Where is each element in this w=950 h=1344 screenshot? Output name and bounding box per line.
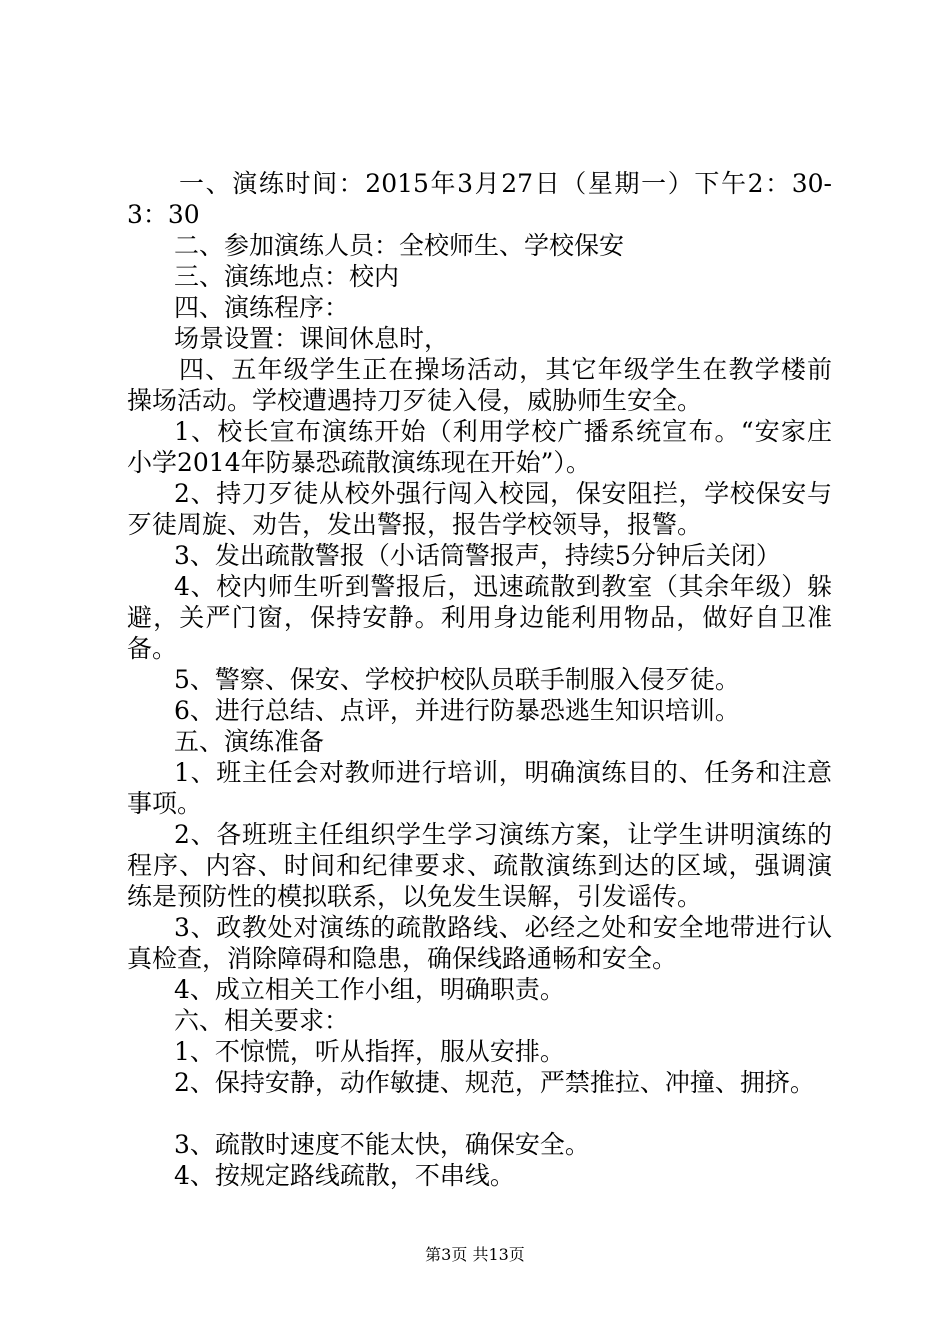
paragraph-line: 事项。 bbox=[127, 789, 203, 818]
paragraph-line: 操场活动。学校遭遇持刀歹徒入侵，威胁师生安全。 bbox=[127, 386, 703, 415]
paragraph-line: 4、成立相关工作小组，明确职责。 bbox=[174, 975, 565, 1004]
section-heading: 五、演练准备 bbox=[174, 727, 325, 756]
section-heading: 六、相关要求： bbox=[174, 1006, 350, 1035]
paragraph-line: 一、演练时间：2015年3月27日（星期一）下午2：30- bbox=[179, 169, 832, 198]
paragraph-line: 1、不惊慌，听从指挥，服从安排。 bbox=[174, 1037, 565, 1066]
page-number-footer: 第3页 共13页 bbox=[425, 1245, 525, 1264]
paragraph-line: 2、各班班主任组织学生学习演练方案，让学生讲明演练的 bbox=[174, 820, 832, 849]
paragraph-line: 练是预防性的模拟联系，以免发生误解，引发谣传。 bbox=[127, 882, 703, 911]
paragraph-line: 2、保持安静，动作敏捷、规范，严禁推拉、冲撞、拥挤。 bbox=[174, 1068, 815, 1097]
paragraph-line: 避，关严门窗，保持安静。利用身边能利用物品，做好自卫准 bbox=[127, 603, 832, 632]
paragraph-line: 二、参加演练人员：全校师生、学校保安 bbox=[174, 231, 625, 260]
paragraph-line: 备。 bbox=[127, 634, 178, 663]
paragraph-line: 2、持刀歹徒从校外强行闯入校园，保安阻拦，学校保安与 bbox=[174, 479, 832, 508]
paragraph-line: 1、班主任会对教师进行培训，明确演练目的、任务和注意 bbox=[174, 758, 832, 787]
paragraph-line: 3、发出疏散警报（小话筒警报声，持续5分钟后关闭） bbox=[174, 541, 781, 570]
paragraph-line: 场景设置：课间休息时， bbox=[174, 324, 450, 353]
paragraph-line: 程序、内容、时间和纪律要求、疏散演练到达的区域，强调演 bbox=[127, 851, 832, 880]
paragraph-line: 3：30 bbox=[127, 200, 200, 229]
paragraph-line: 6、进行总结、点评，并进行防暴恐逃生知识培训。 bbox=[174, 696, 740, 725]
paragraph-line: 小学2014年防暴恐疏散演练现在开始”）。 bbox=[127, 448, 591, 477]
paragraph-line: 4、校内师生听到警报后，迅速疏散到教室（其余年级）躲 bbox=[174, 572, 832, 601]
paragraph-line: 5、警察、保安、学校护校队员联手制服入侵歹徒。 bbox=[174, 665, 740, 694]
blank-line bbox=[127, 1098, 832, 1129]
paragraph-line: 四、五年级学生正在操场活动，其它年级学生在教学楼前 bbox=[179, 355, 832, 384]
paragraph-line: 3、疏散时速度不能太快，确保安全。 bbox=[174, 1130, 590, 1159]
paragraph-line: 四、演练程序： bbox=[174, 293, 350, 322]
paragraph-line: 歹徒周旋、劝告，发出警报，报告学校领导，报警。 bbox=[127, 510, 703, 539]
paragraph-line: 3、政教处对演练的疏散路线、必经之处和安全地带进行认 bbox=[174, 913, 832, 942]
paragraph-line: 三、演练地点：校内 bbox=[174, 262, 400, 291]
document-body bbox=[127, 168, 832, 1191]
paragraph-line: 1、校长宣布演练开始（利用学校广播系统宣布。“安家庄 bbox=[174, 417, 832, 446]
paragraph-line: 真检查，消除障碍和隐患，确保线路通畅和安全。 bbox=[127, 944, 678, 973]
paragraph-line: 4、按规定路线疏散，不串线。 bbox=[174, 1161, 515, 1190]
